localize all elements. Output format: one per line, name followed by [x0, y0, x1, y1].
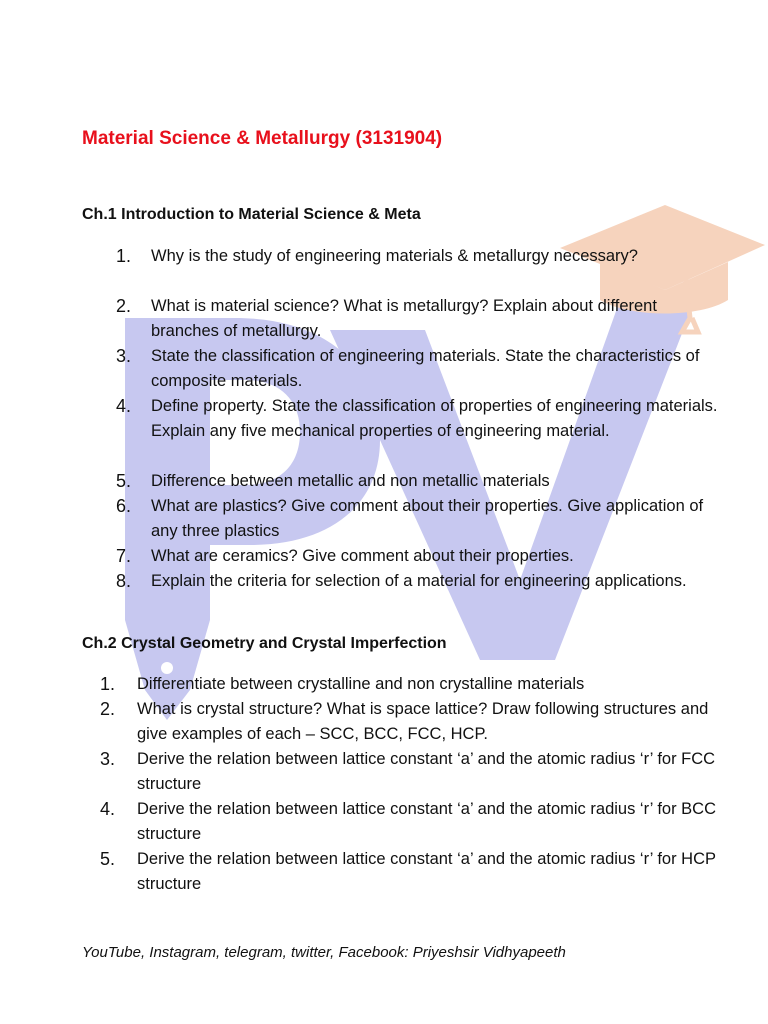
question-text: Differentiate between crystalline and non crystalline materials: [137, 675, 585, 693]
document-title: Material Science & Metallurgy (3131904): [82, 128, 443, 149]
question-number: 4.: [116, 396, 132, 416]
question-number: 5.: [100, 849, 116, 869]
question-text: State the classification of engineering materials. State the characteristics of composite materials.: [151, 347, 700, 390]
question-text: What is crystal structure? What is space lattice? Draw following structures and give examples of each – SCC, BCC, FCC, HCP.: [137, 700, 709, 743]
question-number: 7.: [116, 546, 132, 566]
question-text: What are ceramics? Give comment about their properties.: [151, 547, 574, 565]
question-text: Difference between metallic and non metallic materials: [151, 472, 550, 490]
question-text: Define property. State the classification of properties of engineering materials. Explain any five mechanical properties of engineering material.: [151, 397, 718, 440]
question-text: What are plastics? Give comment about their properties. Give application of any three plastics: [151, 497, 704, 540]
question-number: 6.: [116, 496, 132, 516]
question-number: 2.: [116, 296, 132, 316]
question-text: Derive the relation between lattice constant ‘a’ and the atomic radius ‘r’ for BCC structure: [137, 800, 717, 843]
question-text: Derive the relation between lattice constant ‘a’ and the atomic radius ‘r’ for FCC structure: [137, 750, 716, 793]
question-text: Explain the criteria for selection of a material for engineering applications.: [151, 572, 687, 590]
question-number: 3.: [116, 346, 132, 366]
footer-social-text: YouTube, Instagram, telegram, twitter, Facebook: Priyeshsir Vidhyapeeth: [82, 944, 566, 961]
question-number: 5.: [116, 471, 132, 491]
chapter1-heading: Ch.1 Introduction to Material Science & Meta: [82, 206, 421, 223]
question-text: Derive the relation between lattice constant ‘a’ and the atomic radius ‘r’ for HCP structure: [137, 850, 716, 893]
question-number: 1.: [100, 674, 116, 694]
question-number: 2.: [100, 699, 116, 719]
question-text: What is material science? What is metallurgy? Explain about different branches of metallurgy.: [151, 297, 657, 340]
question-number: 1.: [116, 246, 132, 266]
question-text: Why is the study of engineering materials & metallurgy necessary?: [151, 247, 638, 265]
chapter2-heading: Ch.2 Crystal Geometry and Crystal Imperfection: [82, 635, 447, 652]
question-number: 4.: [100, 799, 116, 819]
question-number: 8.: [116, 571, 132, 591]
question-number: 3.: [100, 749, 116, 769]
